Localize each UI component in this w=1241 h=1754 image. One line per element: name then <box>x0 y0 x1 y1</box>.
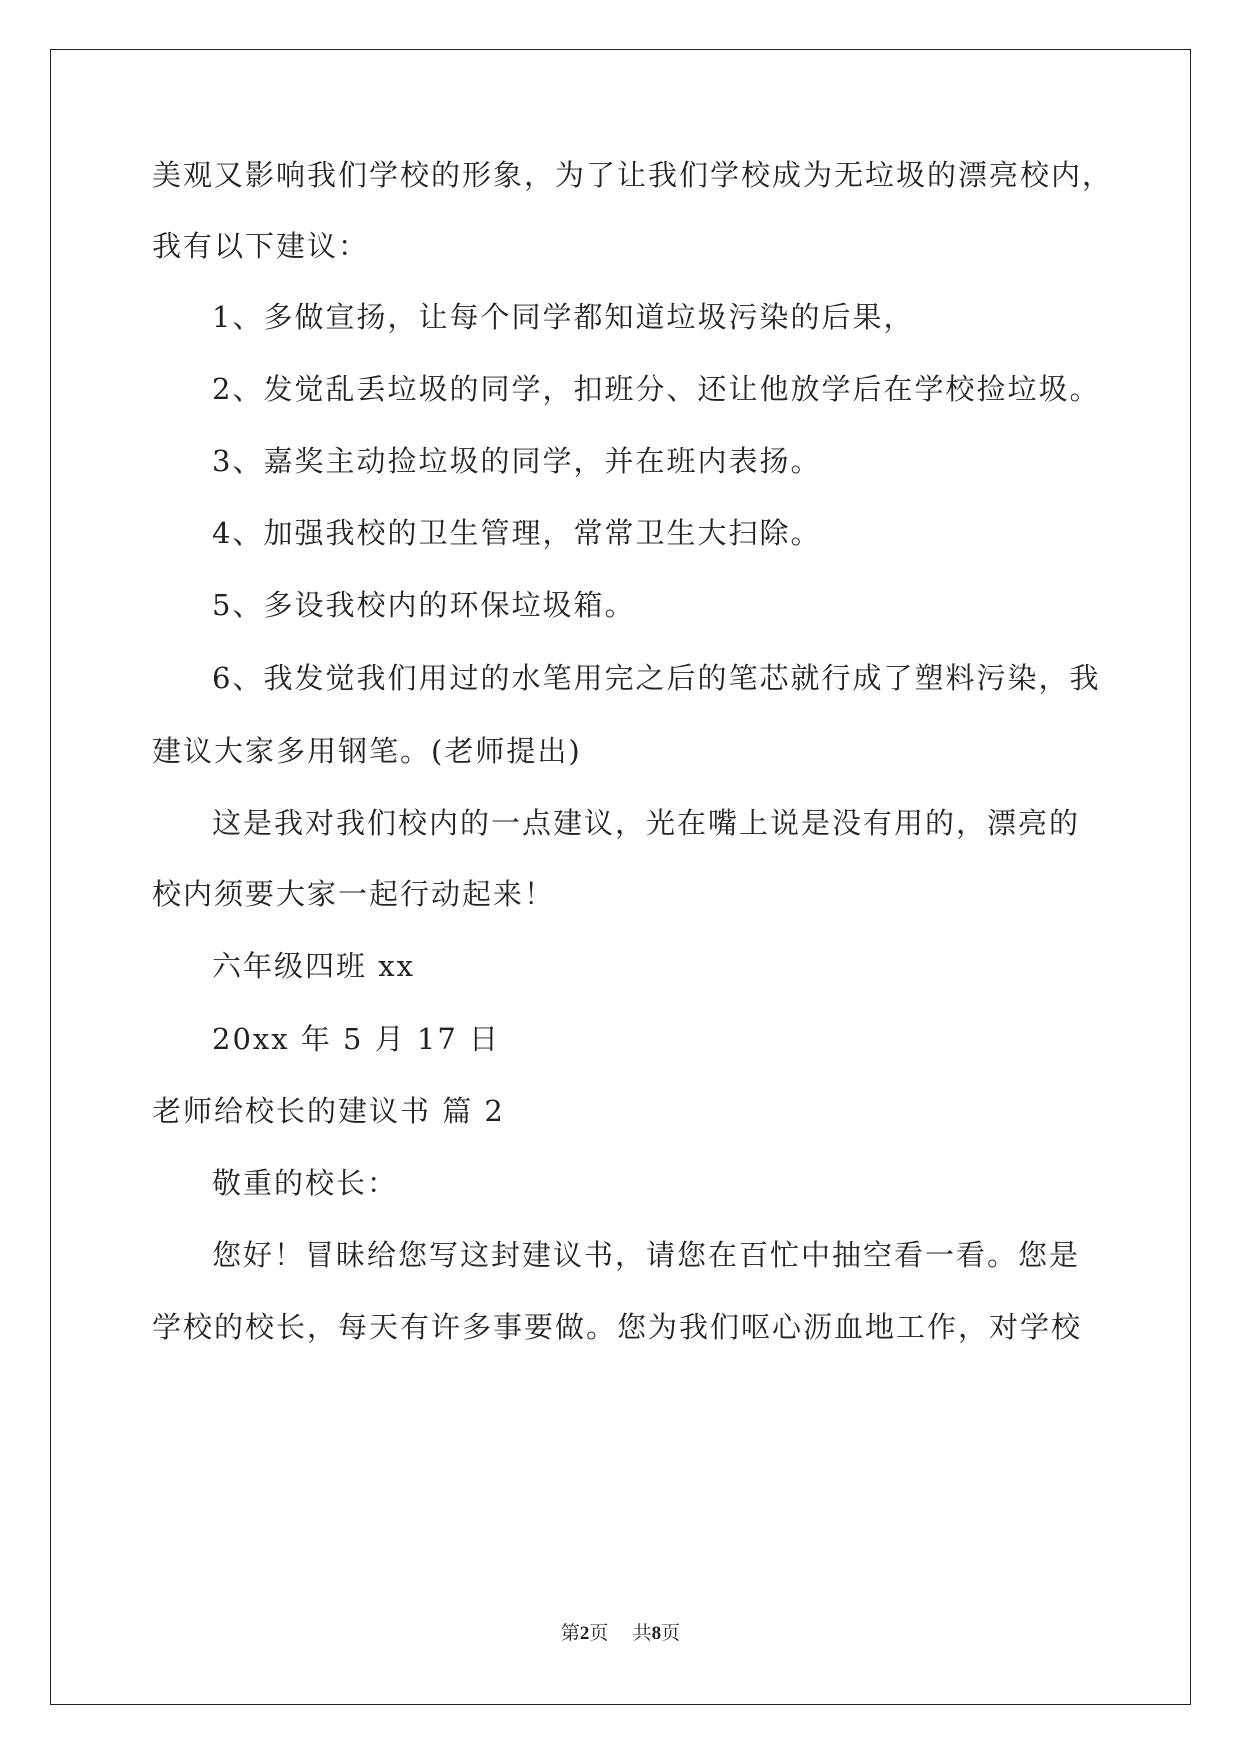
text-line: 建议大家多用钢笔。(老师提出) <box>152 734 582 768</box>
list-item: 6、我发觉我们用过的水笔用完之后的笔芯就行成了塑料污染，我 <box>212 661 1101 695</box>
text-line: 您好！冒昧给您写这封建议书，请您在百忙中抽空看一看。您是 <box>212 1238 1081 1272</box>
list-item: 3、嘉奖主动捡垃圾的同学，并在班内表扬。 <box>212 444 822 478</box>
text-line: 校内须要大家一起行动起来！ <box>152 877 556 911</box>
text-line: 我有以下建议： <box>152 229 370 263</box>
footer-total-unit: 页 <box>661 1622 681 1644</box>
footer-total-pages: 8 <box>651 1623 662 1644</box>
footer-page-number: 2 <box>579 1623 590 1644</box>
text-line: 美观又影响我们学校的形象，为了让我们学校成为无垃圾的漂亮校内， <box>152 158 1114 192</box>
page-footer <box>0 1618 1241 1645</box>
list-item: 5、多设我校内的环保垃圾箱。 <box>212 588 636 622</box>
section-heading: 老师给校长的建议书 篇 2 <box>152 1094 505 1128</box>
text-line: 学校的校长，每天有许多事要做。您为我们呕心沥血地工作，对学校 <box>152 1310 1083 1344</box>
footer-total-prefix: 共 <box>632 1622 652 1644</box>
list-item: 1、多做宣扬，让每个同学都知道垃圾污染的后果， <box>212 300 915 334</box>
signature-class: 六年级四班 xx <box>212 949 415 983</box>
text-line: 这是我对我们校内的一点建议，光在嘴上说是没有用的，漂亮的 <box>212 806 1081 840</box>
signature-date: 20xx 年 5 月 17 日 <box>212 1022 501 1056</box>
footer-page-unit: 页 <box>589 1622 609 1644</box>
list-item: 4、加强我校的卫生管理，常常卫生大扫除。 <box>212 516 822 550</box>
salutation: 敬重的校长： <box>212 1166 399 1200</box>
list-item: 2、发觉乱丢垃圾的同学，扣班分、还让他放学后在学校捡垃圾。 <box>212 372 1101 406</box>
footer-prefix: 第 <box>560 1622 580 1644</box>
